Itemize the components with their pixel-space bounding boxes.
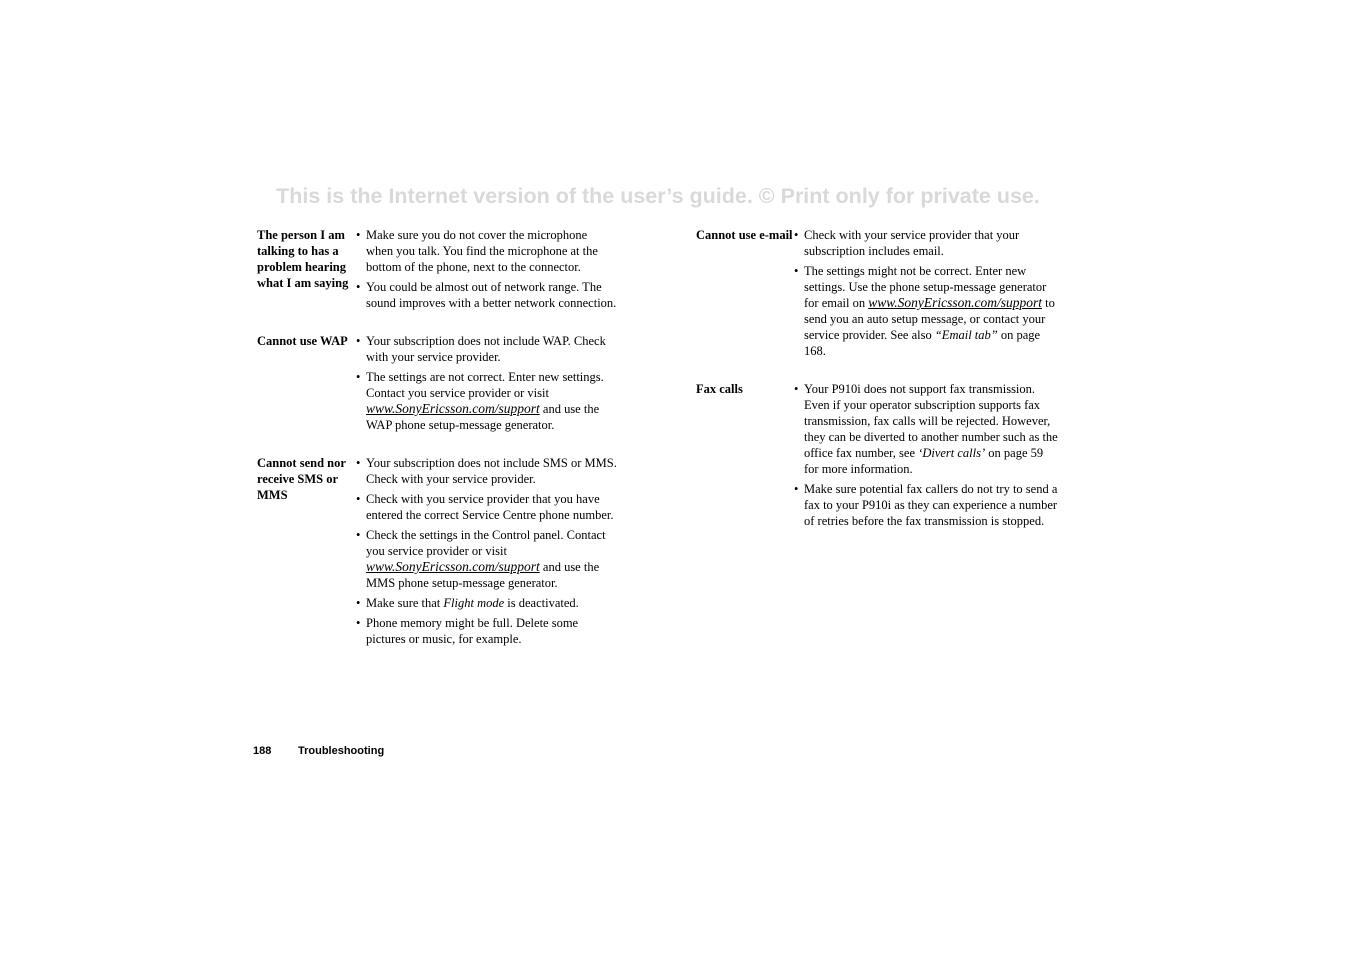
- entry-items: [794, 227, 1058, 363]
- watermark: This is the Internet version of the user’s guide. © Print only for private use.: [276, 184, 1040, 208]
- left-column: [257, 227, 617, 669]
- item-text: Check the settings in the Control panel. Contact you service provider or visit: [366, 528, 606, 558]
- entry-email: [696, 227, 1058, 363]
- list-item: • Make sure potential fax callers do not try to send a fax to your P910i as they can experience a number of retries before the fax transmission is stopped.: [794, 481, 1058, 529]
- item-text: Make sure that: [366, 596, 444, 610]
- entry-items: [356, 455, 617, 651]
- item-text: on page 59 for more information.: [804, 446, 1044, 476]
- page-footer: [253, 745, 384, 757]
- divert-calls-reference[interactable]: ‘Divert calls’: [918, 446, 986, 460]
- list-item: [356, 527, 617, 591]
- list-item: [794, 263, 1058, 359]
- list-item: • Check with your service provider that your subscription includes email.: [794, 227, 1058, 259]
- item-text: and use the WAP phone setup-message generator.: [366, 402, 600, 432]
- item-text: The settings might not be correct. Enter new settings. Use the phone setup-message generator for email on: [804, 264, 1047, 310]
- list-item: [356, 595, 617, 611]
- list-item: [794, 381, 1058, 477]
- list-item: • Your subscription does not include WAP. Check with your service provider.: [356, 333, 617, 365]
- entry-items: [356, 333, 617, 437]
- email-tab-reference[interactable]: “Email tab”: [934, 328, 998, 342]
- item-text: The settings are not correct. Enter new settings. Contact you service provider or visit: [366, 370, 604, 400]
- support-link[interactable]: www.SonyEricsson.com/support: [868, 295, 1042, 310]
- item-text: is deactivated.: [504, 596, 579, 610]
- list-item: • Check with you service provider that you have entered the correct Service Centre phone number.: [356, 491, 617, 523]
- entry-fax-calls: [696, 381, 1058, 533]
- entry-term: Cannot use WAP: [257, 334, 348, 348]
- item-text: and use the MMS phone setup-message generator.: [366, 560, 600, 590]
- list-item: • Your subscription does not include SMS or MMS. Check with your service provider.: [356, 455, 617, 487]
- list-item: • Make sure you do not cover the microphone when you talk. You find the microphone at the bottom of the phone, next to the connector.: [356, 227, 617, 275]
- entry-items: [794, 381, 1058, 533]
- entry-cannot-use-wap: [257, 333, 617, 437]
- support-link[interactable]: www.SonyEricsson.com/support: [366, 559, 540, 574]
- entry-items: [356, 227, 617, 315]
- page-number: 188: [253, 745, 272, 757]
- entry-term: Cannot use e-mail: [696, 228, 793, 242]
- entry-sms-mms: [257, 455, 617, 651]
- item-text: Your P910i does not support fax transmission. Even if your operator subscription supports fax transmission, fax calls will be rejected. However, they can be diverted to another number such as the office fax number, see: [804, 382, 1058, 460]
- entry-term: The person I am talking to has a problem hearing what I am saying: [257, 228, 349, 290]
- entry-hearing-problem: [257, 227, 617, 315]
- flight-mode-term: Flight mode: [443, 596, 505, 610]
- list-item: [356, 369, 617, 433]
- section-title: Troubleshooting: [298, 745, 385, 757]
- entry-term: Fax calls: [696, 382, 743, 396]
- item-text: to send you an auto setup message, or contact your service provider. See also: [804, 296, 1055, 342]
- support-link[interactable]: www.SonyEricsson.com/support: [366, 401, 540, 416]
- entry-term: Cannot send nor receive SMS or MMS: [257, 456, 346, 502]
- list-item: • You could be almost out of network range. The sound improves with a better network connection.: [356, 279, 617, 311]
- right-column: [696, 227, 1058, 551]
- item-text: on page 168.: [804, 328, 1041, 358]
- list-item: • Phone memory might be full. Delete some pictures or music, for example.: [356, 615, 617, 647]
